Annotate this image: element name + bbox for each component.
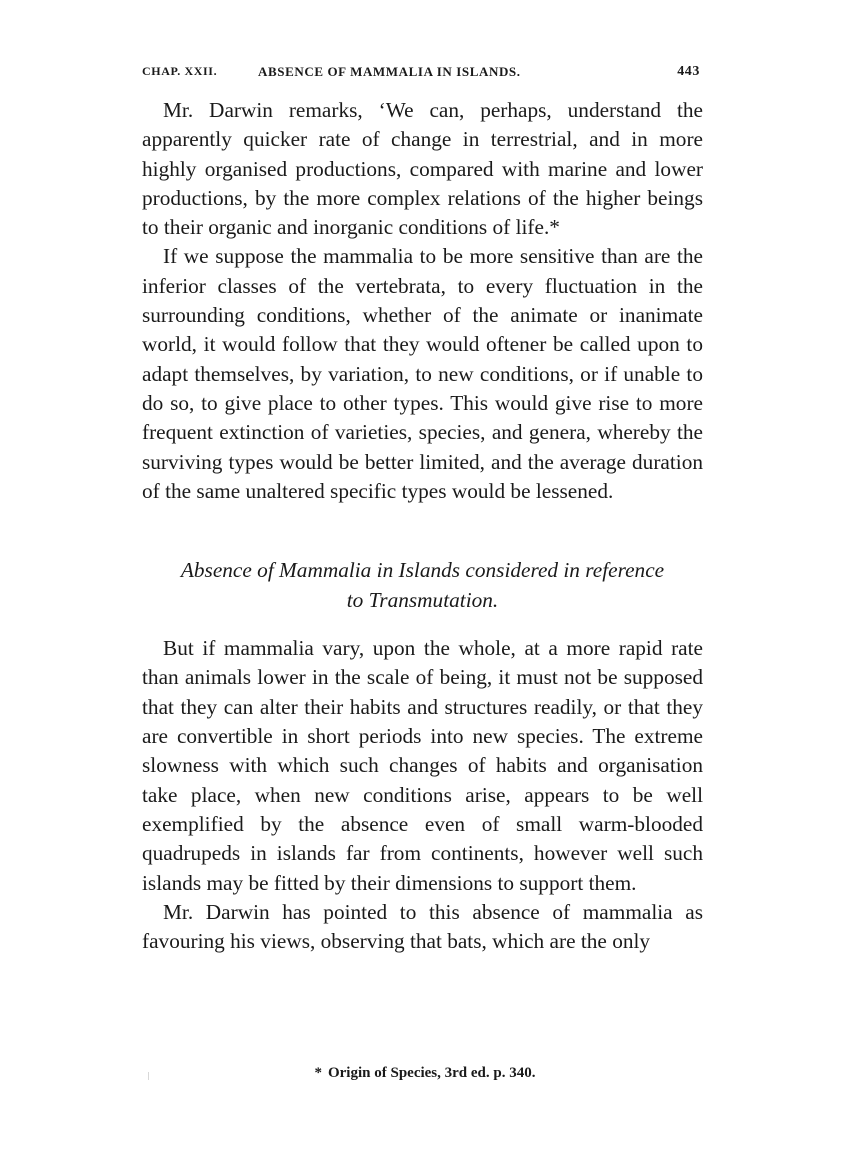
paragraph: If we suppose the mammalia to be more sensitive than are the inferior classes of the vertebrata, to every fluctuation in the surrounding conditions, whether of the animate or inanimate world, it would follow that they would oftener be called upon to adapt themselves, by variation, to new conditions, or if unable to do so, to give place to other types. This would give rise to more frequent extinction of varieties, species, and genera, whereby the surviving types would be better limited, and the average duration of the same unaltered specific types would be lessened. [142,244,703,503]
section-heading-line: Absence of Mammalia in Islands considered in reference [180,558,665,583]
footnote-marker: * [314,1065,322,1081]
paragraph: But if mammalia vary, upon the whole, at a more rapid rate than animals lower in the scale of being, it must not be supposed that they can alter their habits and structures readily, or that they are convertible in short periods into new species. The extreme slowness with which such changes of habits and organisation take place, when new conditions arise, appears to be well exemplified by the absence even of small warm-blooded quadrupeds in islands far from continents, however well such islands may be fitted by their dimensions to support them. [142,636,703,895]
running-title: ABSENCE OF MAMMALIA IN ISLANDS. [258,64,521,79]
section-heading [142,556,703,615]
page-number: 443 [677,64,700,79]
running-head [142,64,702,84]
paragraph: Mr. Darwin has pointed to this absence of mammalia as favouring his views, observing that bats, which are the only [142,899,703,954]
footnote [0,1065,850,1082]
paragraph: Mr. Darwin remarks, ‘We can, perhaps, understand the apparently quicker rate of change in terrestrial, and in more highly organised productions, compared with marine and lower productions, by the more complex relations of the higher beings to their organic and inorganic conditions of life.* [142,98,703,240]
body-text [142,96,703,956]
section-heading-line: to Transmutation. [346,587,499,612]
chapter-label: CHAP. XXII. [142,64,218,78]
footnote-text: Origin of Species, 3rd ed. p. 340. [327,1065,536,1081]
